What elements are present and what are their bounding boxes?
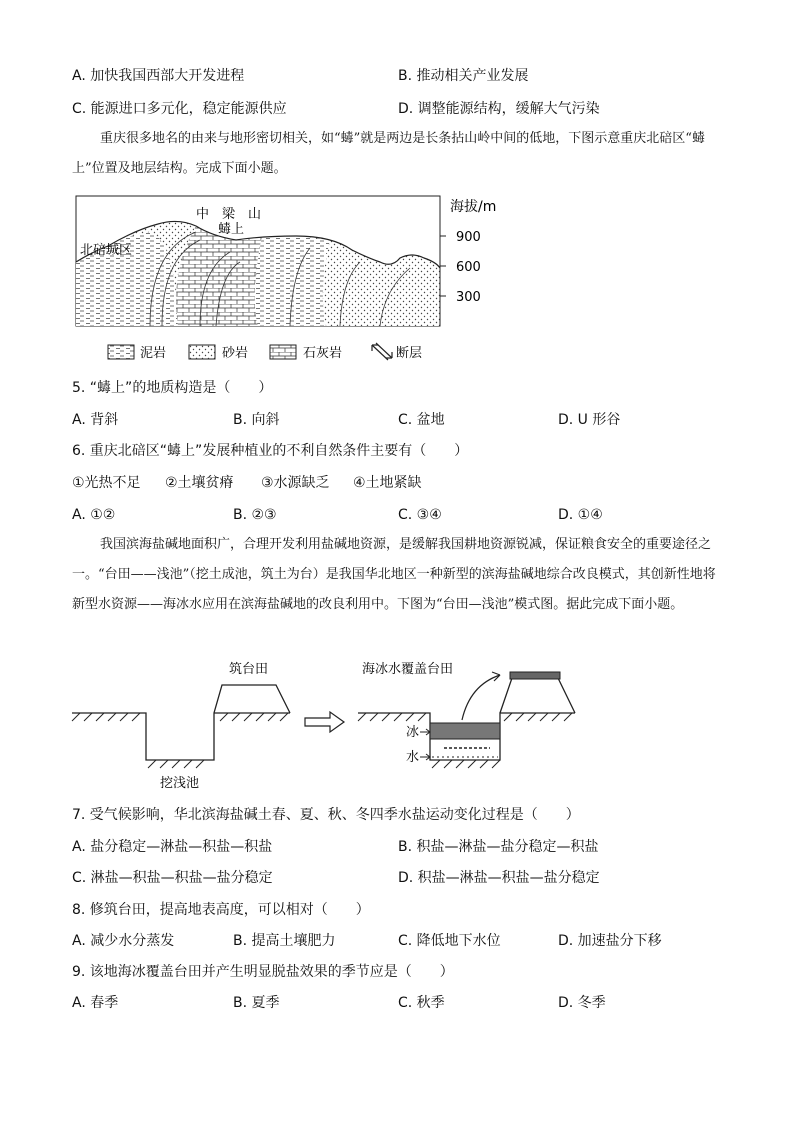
dig-pond-label: 挖浅池: [160, 776, 200, 791]
q6-option-d[interactable]: D. ①④: [558, 507, 603, 523]
q8-option-d[interactable]: D. 加速盐分下移: [558, 933, 662, 949]
mountain-label: 中 梁 山: [196, 207, 262, 222]
q6-item-2: ②土壤贫瘠: [165, 475, 234, 491]
q7-option-a[interactable]: A. 盐分稳定—淋盐—积盐—积盐: [72, 839, 273, 855]
q7-option-c[interactable]: C. 淋盐—积盐—积盐—盐分稳定: [72, 870, 273, 886]
terrace-pond-figure: [0, 650, 794, 800]
city-label: 北碚城区: [80, 243, 133, 258]
q9-option-c[interactable]: C. 秋季: [398, 995, 445, 1011]
cross-section-figure: [0, 0, 794, 380]
tick-label-600: 600: [456, 260, 481, 275]
q7-option-d[interactable]: D. 积盐—淋盐—积盐—盐分稳定: [398, 870, 600, 886]
legend-mudstone: 泥岩: [140, 346, 167, 361]
transition-arrow-icon: [305, 712, 344, 732]
legend-limestone-swatch: [270, 345, 296, 359]
lift-arrow-icon: [462, 675, 500, 720]
q9-option-a[interactable]: A. 春季: [72, 995, 119, 1011]
option-a[interactable]: A. 加快我国西部大开发进程: [72, 68, 245, 84]
q6-stem: 6. 重庆北碚区“蝳上”发展种植业的不利自然条件主要有（ ）: [72, 443, 469, 459]
q5-option-c[interactable]: C. 盆地: [398, 412, 445, 428]
axis-title: 海拔/m: [450, 199, 497, 215]
q6-option-b[interactable]: B. ②③: [233, 507, 277, 523]
tick-label-300: 300: [456, 290, 481, 305]
water-label: 水: [406, 750, 420, 765]
tick-label-900: 900: [456, 230, 481, 245]
q8-option-b[interactable]: B. 提高土壤肥力: [233, 933, 336, 949]
q8-option-a[interactable]: A. 减少水分蒸发: [72, 933, 175, 949]
q6-item-3: ③水源缺乏: [261, 475, 330, 491]
ice-cover-slab: [510, 672, 560, 679]
q6-option-a[interactable]: A. ①②: [72, 507, 116, 523]
ice-layer: [430, 723, 500, 739]
legend-sandstone: 砂岩: [222, 346, 249, 361]
legend-limestone: 石灰岩: [303, 346, 343, 361]
water-pointer-icon: [420, 754, 430, 760]
ice-cover-label: 海冰水覆盖台田: [362, 662, 454, 677]
legend-sandstone-swatch: [189, 345, 215, 359]
option-d[interactable]: D. 调整能源结构，缓解大气污染: [398, 101, 600, 117]
q9-option-d[interactable]: D. 冬季: [558, 995, 606, 1011]
q9-option-b[interactable]: B. 夏季: [233, 995, 280, 1011]
q5-option-b[interactable]: B. 向斜: [233, 412, 280, 428]
q6-option-c[interactable]: C. ③④: [398, 507, 442, 523]
ice-pointer-icon: [420, 729, 430, 735]
q9-stem: 9. 该地海冰覆盖台田并产生明显脱盐效果的季节应是（ ）: [72, 964, 454, 980]
fault-icon: [372, 343, 392, 360]
q6-item-1: ①光热不足: [72, 475, 141, 491]
option-b[interactable]: B. 推动相关产业发展: [398, 68, 529, 84]
build-terrace-label: 筑台田: [229, 662, 269, 677]
q5-option-d[interactable]: D. U 形谷: [558, 412, 621, 428]
option-c[interactable]: C. 能源进口多元化，稳定能源供应: [72, 101, 287, 117]
passage-1: 重庆很多地名的由来与地形密切相关，如“蝳”就是两边是长条拈山岭中间的低地，下图示意重庆北碚区“蝳上”位置及地层结构。完成下面小题。: [72, 131, 705, 176]
q5-option-a[interactable]: A. 背斜: [72, 412, 119, 428]
q6-item-4: ④土地紧缺: [353, 475, 422, 491]
passage-2: 我国滨海盐碱地面积广，合理开发利用盐碱地资源，是缓解我国耕地资源锐减，保证粮食安全的重要途径之一。“台田——浅池”（挖土成池，筑土为台）是我国华北地区一种新型的滨海盐碱地综合改良模式，其创新性地将新型水资源——海冰水应用在滨海盐碱地的改良利用中。下图为“台田—浅池”模式图。据此完成下面小题。: [72, 537, 716, 612]
q7-option-b[interactable]: B. 积盐—淋盐—盐分稳定—积盐: [398, 839, 599, 855]
place-label: 蝳上: [218, 222, 245, 237]
ice-label: 冰: [406, 725, 420, 740]
legend-fault: 断层: [396, 346, 423, 361]
q5-stem: 5. “蝳上”的地质构造是（ ）: [72, 380, 273, 396]
q8-stem: 8. 修筑台田，提高地表高度，可以相对（ ）: [72, 902, 370, 918]
legend-mudstone-swatch: [108, 345, 134, 359]
q8-option-c[interactable]: C. 降低地下水位: [398, 933, 501, 949]
q7-stem: 7. 受气候影响，华北滨海盐碱土春、夏、秋、冬四季水盐运动变化过程是（ ）: [72, 807, 580, 823]
